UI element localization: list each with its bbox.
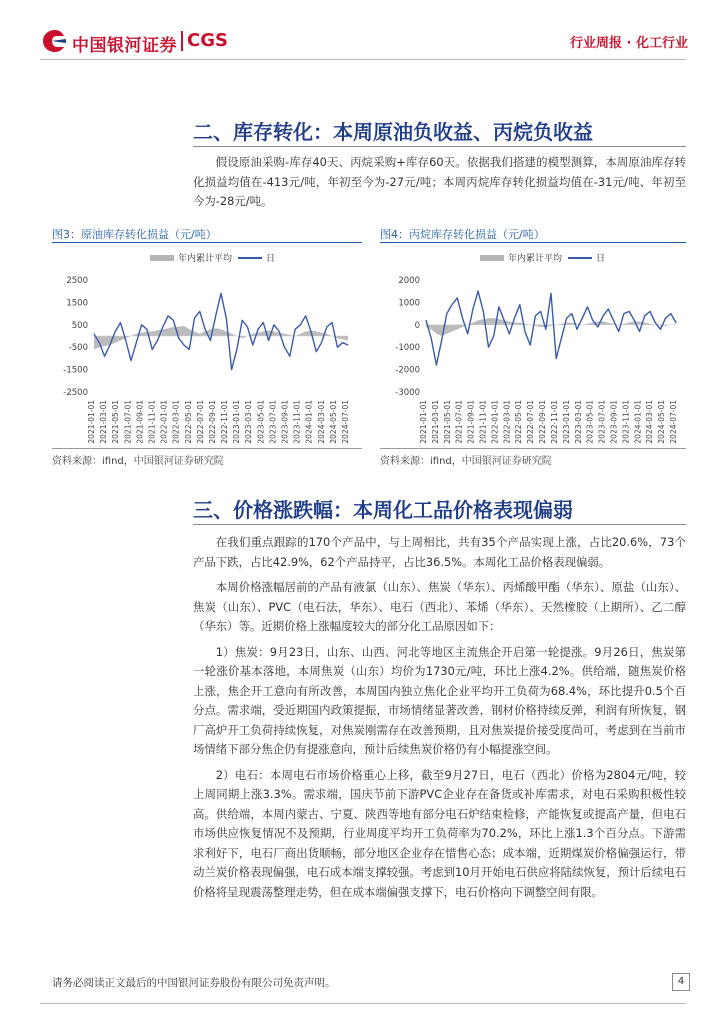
fig3-daily-point xyxy=(125,340,126,341)
fig4-daily-point xyxy=(509,333,510,334)
fig4-daily-point xyxy=(670,313,671,314)
fig3-ytick: -2500 xyxy=(63,388,88,398)
fig4-daily-point xyxy=(530,345,531,346)
cgs-logo-icon xyxy=(42,29,68,53)
fig3-daily-point xyxy=(247,327,248,328)
fig4-daily-point xyxy=(577,329,578,330)
fig3-xtick: 2024-05-01 xyxy=(328,400,338,444)
fig4-daily-point xyxy=(551,293,552,294)
fig3-daily-point xyxy=(231,369,232,370)
fig3-daily-point xyxy=(289,356,290,357)
fig3-ytick: 2500 xyxy=(66,276,88,286)
fig4-daily-point xyxy=(514,318,515,319)
section-2-paragraph xyxy=(193,153,686,212)
figure-4-source: 资料来源：ifind，中国银河证券研究院 xyxy=(380,456,552,467)
fig4-daily-point xyxy=(660,329,661,330)
fig3-daily-point xyxy=(162,327,163,328)
figure-3-chart xyxy=(52,246,362,446)
fig4-xtick: 2024-05-01 xyxy=(657,400,667,444)
fig4-xtick: 2023-01-01 xyxy=(561,400,571,444)
fig4-daily-point xyxy=(488,347,489,348)
fig4-legend-avg-swatch xyxy=(480,255,504,261)
fig4-ytick: 1000 xyxy=(398,298,420,309)
fig4-daily-point xyxy=(441,340,442,341)
fig4-daily-point xyxy=(582,318,583,319)
fig4-daily-point xyxy=(467,333,468,334)
fig4-daily-point xyxy=(436,365,437,366)
fig3-xtick: 2023-05-01 xyxy=(256,400,266,444)
fig3-daily-point xyxy=(326,327,327,328)
fig4-daily-point xyxy=(426,320,427,321)
fig4-legend xyxy=(480,252,605,264)
fig3-daily-point xyxy=(226,318,227,319)
fig3-daily-point xyxy=(94,333,95,334)
fig4-xtick: 2022-03-01 xyxy=(502,400,512,444)
figure-4-chart xyxy=(380,246,686,446)
fig4-daily-point xyxy=(623,313,624,314)
figure-4-caption: 图4：丙烷库存转化损益（元/吨） xyxy=(380,228,545,241)
fig3-daily-point xyxy=(273,324,274,325)
fig3-xtick: 2022-03-01 xyxy=(171,400,181,444)
fig3-daily-point xyxy=(215,315,216,316)
fig3-ytick: -500 xyxy=(68,343,88,354)
fig3-daily-point xyxy=(178,338,179,339)
fig4-daily-point xyxy=(498,306,499,307)
fig3-daily-point xyxy=(199,311,200,312)
fig4-xtick: 2021-09-01 xyxy=(466,400,476,444)
fig3-daily-point xyxy=(305,315,306,316)
fig4-xtick: 2022-11-01 xyxy=(549,400,559,444)
fig3-xtick: 2022-07-01 xyxy=(195,400,205,444)
fig4-xtick: 2023-03-01 xyxy=(573,400,583,444)
fig3-xtick: 2021-03-01 xyxy=(99,400,109,444)
page-number: 4 xyxy=(672,973,690,991)
fig3-xtick: 2023-03-01 xyxy=(244,400,254,444)
figure-3-caption: 图3：原油库存转化损益（元/吨） xyxy=(52,228,217,241)
fig3-xtick: 2022-11-01 xyxy=(220,400,230,444)
company-name-en: CGS xyxy=(187,30,228,51)
fig3-daily-point xyxy=(189,349,190,350)
section-3-item-carbide: 2）电石：本周电石市场价格重心上移，截至9月27日，电石（西北）价格为2804元/吨，较上周同期上涨3.3%。需求端，国庆节前下游PVC企业存在备货或补库需求，对电石采购积极性较高。供给端，本周内蒙古、宁夏、陕西等地有部分电石炉结束检修，产能恢复或提高产量，但电石市场供应恢复情况不及预期，行业周度平均开工负荷率为70.2%，环比上涨1.3个百分点。下游需求利好下，电石厂商出货顺畅，部分地区企业存在惜售心态；成本端，近期煤炭价格偏强运行，带动兰炭价格表现偏强，电石成本端支撑较强。考虑到10月开始电石供应将陆续恢复，预计后续电石价格将呈现震荡整理走势，但在成本端偏强支撑下，电石价格向下调整空间有限。 xyxy=(193,767,686,899)
fig3-daily-point xyxy=(332,322,333,323)
fig4-daily-point xyxy=(457,297,458,298)
fig3-daily-point xyxy=(120,322,121,323)
fig3-xtick: 2023-07-01 xyxy=(268,400,278,444)
fig4-ytick: 2000 xyxy=(398,276,420,286)
fig4-xtick: 2021-01-01 xyxy=(419,400,428,444)
logo-divider xyxy=(181,31,183,51)
section-3-paragraph-2: 本周价格涨幅居前的产品有液氯（山东）、焦炭（华东）、丙烯酸甲酯（华东）、原盐（山东）、焦炭（山东）、PVC（电石法，华东）、电石（西北）、苯烯（华东）、天然橡胶（上期所）、乙二醇（华东）等。近期价格上涨幅度较大的部分化工品原因如下： xyxy=(193,580,686,633)
fig4-series-daily xyxy=(426,291,676,365)
fig4-daily-point xyxy=(540,311,541,312)
fig3-daily-point xyxy=(300,324,301,325)
fig3-daily-point xyxy=(311,331,312,332)
fig4-xtick: 2021-11-01 xyxy=(478,400,488,444)
fig4-daily-point xyxy=(561,338,562,339)
fig4-xtick: 2023-07-01 xyxy=(597,400,607,444)
fig4-daily-point xyxy=(556,358,557,359)
fig4-xtick: 2023-05-01 xyxy=(585,400,595,444)
figure-4-bottom-rule xyxy=(380,448,686,449)
section-3-title: 三、价格涨跌幅：本周化工品价格表现偏弱 xyxy=(193,498,573,522)
fig3-legend-avg-swatch xyxy=(150,255,174,261)
fig4-xtick: 2023-11-01 xyxy=(621,400,631,444)
fig3-daily-point xyxy=(173,320,174,321)
report-type: 行业周报 · 化工行业 xyxy=(570,36,688,51)
fig4-xtick: 2024-01-01 xyxy=(633,400,643,444)
fig4-ytick: 0 xyxy=(414,320,420,331)
fig3-daily-point xyxy=(205,329,206,330)
fig4-daily-point xyxy=(478,291,479,292)
fig3-daily-point xyxy=(210,340,211,341)
fig4-daily-point xyxy=(592,320,593,321)
fig3-daily-point xyxy=(348,345,349,346)
fig4-daily-point xyxy=(493,336,494,337)
fig4-legend-daily-label: 日 xyxy=(596,254,606,264)
fig4-ytick: -3000 xyxy=(395,388,420,398)
header-divider xyxy=(40,59,686,60)
footer-disclaimer: 请务必阅读正文最后的中国银河证券股份有限公司免责声明。 xyxy=(52,977,336,989)
fig3-daily-point xyxy=(242,320,243,321)
footer-divider xyxy=(40,1003,686,1004)
fig4-daily-point xyxy=(644,315,645,316)
fig3-xtick: 2022-05-01 xyxy=(183,400,193,444)
fig3-xtick: 2021-01-01 xyxy=(87,400,96,444)
fig3-daily-point xyxy=(184,345,185,346)
fig3-xtick: 2022-09-01 xyxy=(207,400,217,444)
fig4-daily-point xyxy=(472,309,473,310)
fig3-daily-point xyxy=(337,347,338,348)
fig3-legend xyxy=(150,252,275,264)
fig3-daily-point xyxy=(279,331,280,332)
fig3-xtick: 2023-09-01 xyxy=(280,400,290,444)
fig4-daily-point xyxy=(634,320,635,321)
fig3-xtick: 2023-11-01 xyxy=(292,400,302,444)
fig3-xtick: 2024-07-01 xyxy=(341,400,350,444)
fig4-xtick: 2022-01-01 xyxy=(490,400,500,444)
fig4-daily-point xyxy=(613,320,614,321)
fig4-daily-point xyxy=(608,309,609,310)
fig3-daily-point xyxy=(236,349,237,350)
fig4-daily-point xyxy=(639,331,640,332)
fig3-daily-point xyxy=(263,322,264,323)
fig4-daily-point xyxy=(431,338,432,339)
fig3-daily-point xyxy=(321,342,322,343)
fig3-xtick: 2022-01-01 xyxy=(159,400,169,444)
section-3-paragraph-1: 在我们重点跟踪的170个产品中，与上周相比，共有35个产品实现上涨，占比20.6%，73个产品下跌，占比42.9%，62个产品持平，占比36.5%。本周化工品价格表现偏弱。 xyxy=(193,535,686,569)
fig3-daily-point xyxy=(168,315,169,316)
fig3-ytick: -1500 xyxy=(63,365,88,376)
fig4-xtick: 2023-09-01 xyxy=(609,400,619,444)
fig4-daily-point xyxy=(650,311,651,312)
fig4-daily-point xyxy=(535,315,536,316)
fig3-daily-point xyxy=(109,345,110,346)
fig4-xtick: 2021-05-01 xyxy=(442,400,452,444)
section-2-text: 假设原油采购-库存40天、丙烷采购+库存60天。依据我们搭建的模型测算，本周原油库存转化损益均值在-413元/吨，年初至今为-27元/吨；本周丙烷库存转化损益均值在-31元/吨、年初至今为-28元/吨。 xyxy=(193,155,686,208)
fig4-daily-point xyxy=(483,311,484,312)
fig4-daily-point xyxy=(665,318,666,319)
fig3-daily-point xyxy=(295,329,296,330)
fig4-xtick: 2022-09-01 xyxy=(538,400,548,444)
fig4-daily-point xyxy=(462,318,463,319)
figure-3-bottom-rule xyxy=(52,448,362,449)
fig4-daily-point xyxy=(545,329,546,330)
fig4-daily-point xyxy=(525,331,526,332)
section-2-title: 二、库存转化：本周原油负收益、丙烷负收益 xyxy=(193,120,593,144)
company-name-cn: 中国银河证券 xyxy=(72,36,177,56)
fig3-daily-point xyxy=(342,342,343,343)
fig4-daily-point xyxy=(603,315,604,316)
fig3-legend-daily-label: 日 xyxy=(266,254,276,264)
fig4-daily-point xyxy=(655,322,656,323)
fig3-daily-point xyxy=(284,347,285,348)
fig3-xtick: 2021-09-01 xyxy=(135,400,145,444)
fig3-xtick: 2024-01-01 xyxy=(304,400,314,444)
fig4-daily-point xyxy=(587,306,588,307)
fig3-daily-point xyxy=(146,329,147,330)
fig3-daily-point xyxy=(194,318,195,319)
section-3-divider xyxy=(193,524,686,525)
fig4-daily-point xyxy=(629,311,630,312)
fig3-daily-point xyxy=(136,342,137,343)
fig3-xtick: 2021-05-01 xyxy=(111,400,121,444)
fig4-legend-avg-label: 年内累计平均 xyxy=(508,254,563,264)
fig4-daily-point xyxy=(597,327,598,328)
fig4-daily-point xyxy=(571,313,572,314)
fig4-xtick: 2021-03-01 xyxy=(430,400,440,444)
fig3-ytick: 500 xyxy=(71,320,88,331)
fig4-daily-point xyxy=(566,318,567,319)
fig3-xtick: 2023-01-01 xyxy=(232,400,242,444)
section-2-divider xyxy=(193,146,686,147)
fig3-xtick: 2024-03-01 xyxy=(316,400,326,444)
fig4-xtick: 2024-07-01 xyxy=(669,400,678,444)
fig3-xtick: 2021-11-01 xyxy=(147,400,157,444)
fig4-xtick: 2021-07-01 xyxy=(454,400,464,444)
fig4-daily-point xyxy=(519,304,520,305)
fig4-daily-point xyxy=(676,322,677,323)
fig3-daily-point xyxy=(258,329,259,330)
fig3-daily-point xyxy=(131,360,132,361)
fig3-daily-point xyxy=(104,356,105,357)
fig3-daily-point xyxy=(157,340,158,341)
fig4-xtick: 2024-03-01 xyxy=(645,400,655,444)
fig3-ytick: 1500 xyxy=(66,298,88,309)
fig4-ytick: -2000 xyxy=(395,365,420,376)
fig4-xtick: 2022-07-01 xyxy=(526,400,536,444)
fig3-daily-point xyxy=(115,331,116,332)
fig3-daily-point xyxy=(152,349,153,350)
figure-3-top-rule xyxy=(52,242,362,243)
fig3-daily-point xyxy=(99,342,100,343)
fig4-ytick: -1000 xyxy=(395,343,420,354)
fig4-daily-point xyxy=(452,304,453,305)
fig3-daily-point xyxy=(221,293,222,294)
fig3-daily-point xyxy=(141,324,142,325)
fig4-xtick: 2022-05-01 xyxy=(514,400,524,444)
fig3-xtick: 2021-07-01 xyxy=(123,400,133,444)
fig3-daily-point xyxy=(252,345,253,346)
figure-4-top-rule xyxy=(380,242,686,243)
fig4-daily-point xyxy=(504,320,505,321)
fig3-daily-point xyxy=(316,351,317,352)
fig4-daily-point xyxy=(446,313,447,314)
figure-3-source: 资料来源：ifind，中国银河证券研究院 xyxy=(52,456,224,467)
fig4-daily-point xyxy=(618,331,619,332)
fig3-legend-avg-label: 年内累计平均 xyxy=(178,254,233,264)
section-3-item-coke: 1）焦炭：9月23日，山东、山西、河北等地区主流焦企开启第一轮提涨。9月26日，焦炭第一轮涨价基本落地，本周焦炭（山东）均价为1730元/吨，环比上涨4.2%。供给端，随焦炭价格上涨，焦企开工意向有所改善，本周国内独立焦化企业平均开工负荷为68.4%，环比提升0.5个百分点。需求端，受近期国内政策提振，市场情绪显著改善，钢材价格持续反弹，利润有所恢复，钢厂高炉开工负荷持续恢复，对焦炭刚需存在改善预期，且对焦炭提价接受度尚可，考虑到在当前市场情绪下部分焦企仍有提涨意向，预计后续焦炭价格仍有小幅提涨空间。 xyxy=(193,644,686,756)
section-3-body xyxy=(193,533,686,902)
fig3-daily-point xyxy=(268,340,269,341)
